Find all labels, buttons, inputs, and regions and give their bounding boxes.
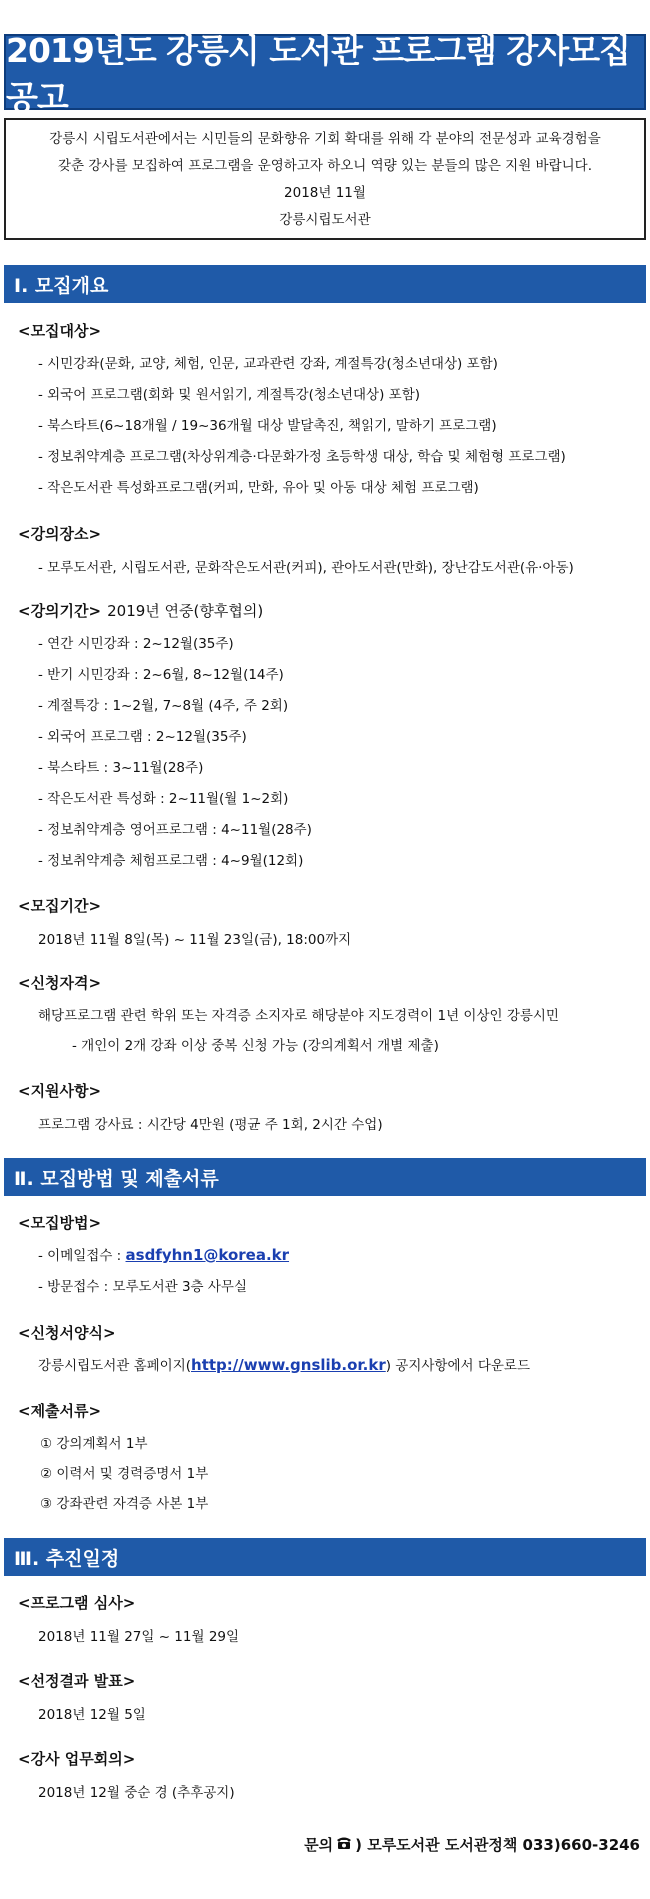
period-item: - 정보취약계층 영어프로그램 : 4~11월(28주) (38, 822, 312, 838)
target-item: - 정보취약계층 프로그램(차상위계층·다문화가정 초등학생 대상, 학습 및 체험형 프로그램) (38, 449, 566, 465)
intro-org: 강릉시립도서관 (279, 212, 371, 228)
target-item: - 작은도서관 특성화프로그램(커피, 만화, 유아 및 아동 대상 체험 프로그램) (38, 480, 479, 496)
docs-item: ② 이력서 및 경력증명서 1부 (40, 1466, 209, 1482)
email-link[interactable]: asdfyhn1@korea.kr (125, 1246, 290, 1264)
period-item: - 북스타트 : 3~11월(28주) (38, 760, 204, 776)
contact-label: 문의 (304, 1836, 334, 1854)
period-note: 2019년 연중(향후협의) (107, 602, 264, 620)
meeting-date: 2018년 12월 중순 경 (추후공지) (38, 1785, 235, 1801)
place-title: <강의장소> (18, 525, 102, 543)
method-visit: - 방문접수 : 모루도서관 3층 사무실 (38, 1279, 247, 1295)
period-title (18, 600, 263, 621)
form-suffix: ) 공지사항에서 다운로드 (385, 1358, 531, 1374)
period-title-label: <강의기간> (18, 602, 102, 620)
recruit-text: 2018년 11월 8일(목) ~ 11월 23일(금), 18:00까지 (38, 932, 352, 948)
intro-date: 2018년 11월 (284, 185, 366, 201)
form-prefix: 강릉시립도서관 홈페이지( (38, 1358, 192, 1374)
page-title-banner: 2019년도 강릉시 도서관 프로그램 강사모집 공고 (4, 34, 646, 110)
section-1-header: Ⅰ. 모집개요 (4, 265, 646, 303)
docs-item: ① 강의계획서 1부 (40, 1436, 148, 1452)
period-item: - 반기 시민강좌 : 2~6월, 8~12월(14주) (38, 667, 284, 683)
qualification-title: <신청자격> (18, 974, 102, 992)
target-item: - 시민강좌(문화, 교양, 체험, 인문, 교과관련 강좌, 계절특강(청소년대상) 포함) (38, 356, 498, 372)
form-title: <신청서양식> (18, 1324, 116, 1342)
result-date: 2018년 12월 5일 (38, 1707, 146, 1723)
period-item: - 외국어 프로그램 : 2~12월(35주) (38, 729, 247, 745)
email-label: - 이메일접수 : (38, 1248, 122, 1264)
phone-icon (335, 1836, 353, 1854)
docs-title: <제출서류> (18, 1402, 102, 1420)
recruit-title: <모집기간> (18, 897, 102, 915)
period-item: - 정보취약계층 체험프로그램 : 4~9월(12회) (38, 853, 304, 869)
intro-text-1: 강릉시 시립도서관에서는 시민들의 문화향유 기회 확대를 위해 각 분야의 전문성과 교육경험을 (49, 131, 601, 147)
result-title: <선정결과 발표> (18, 1672, 136, 1690)
period-item: - 연간 시민강좌 : 2~12월(35주) (38, 636, 234, 652)
place-item: - 모루도서관, 시립도서관, 문화작은도서관(커피), 관아도서관(만화), 장난감도서관(유·아동) (38, 560, 574, 576)
target-item: - 북스타트(6~18개월 / 19~36개월 대상 발달촉진, 책읽기, 말하기 프로그램) (38, 418, 497, 434)
qualification-note: - 개인이 2개 강좌 이상 중복 신청 가능 (강의계획서 개별 제출) (72, 1038, 439, 1054)
qualification-text: 해당프로그램 관련 학위 또는 자격증 소지자로 해당분야 지도경력이 1년 이상인 강릉시민 (38, 1008, 559, 1024)
review-title: <프로그램 심사> (18, 1594, 136, 1612)
docs-item: ③ 강좌관련 자격증 사본 1부 (40, 1496, 209, 1512)
method-title: <모집방법> (18, 1214, 102, 1232)
intro-box (4, 118, 646, 240)
support-text: 프로그램 강사료 : 시간당 4만원 (평균 주 1회, 2시간 수업) (38, 1117, 383, 1133)
method-email-row (38, 1244, 289, 1264)
section-2-header: Ⅱ. 모집방법 및 제출서류 (4, 1158, 646, 1196)
form-row (38, 1354, 530, 1374)
section-3-header: Ⅲ. 추진일정 (4, 1538, 646, 1576)
homepage-link[interactable]: http://www.gnslib.or.kr (191, 1356, 386, 1374)
intro-text-2: 갖춘 강사를 모집하여 프로그램을 운영하고자 하오니 역량 있는 분들의 많은 지원 바랍니다. (57, 158, 592, 174)
contact-text: ) 모루도서관 도서관정책 033)660-3246 (355, 1836, 640, 1854)
target-title: <모집대상> (18, 322, 102, 340)
target-item: - 외국어 프로그램(회화 및 원서읽기, 계절특강(청소년대상) 포함) (38, 387, 421, 403)
period-item: - 작은도서관 특성화 : 2~11월(월 1~2회) (38, 791, 289, 807)
meeting-title: <강사 업무회의> (18, 1750, 136, 1768)
support-title: <지원사항> (18, 1082, 102, 1100)
period-item: - 계절특강 : 1~2월, 7~8월 (4주, 주 2회) (38, 698, 289, 714)
contact-info (304, 1834, 640, 1855)
review-date: 2018년 11월 27일 ~ 11월 29일 (38, 1629, 240, 1645)
